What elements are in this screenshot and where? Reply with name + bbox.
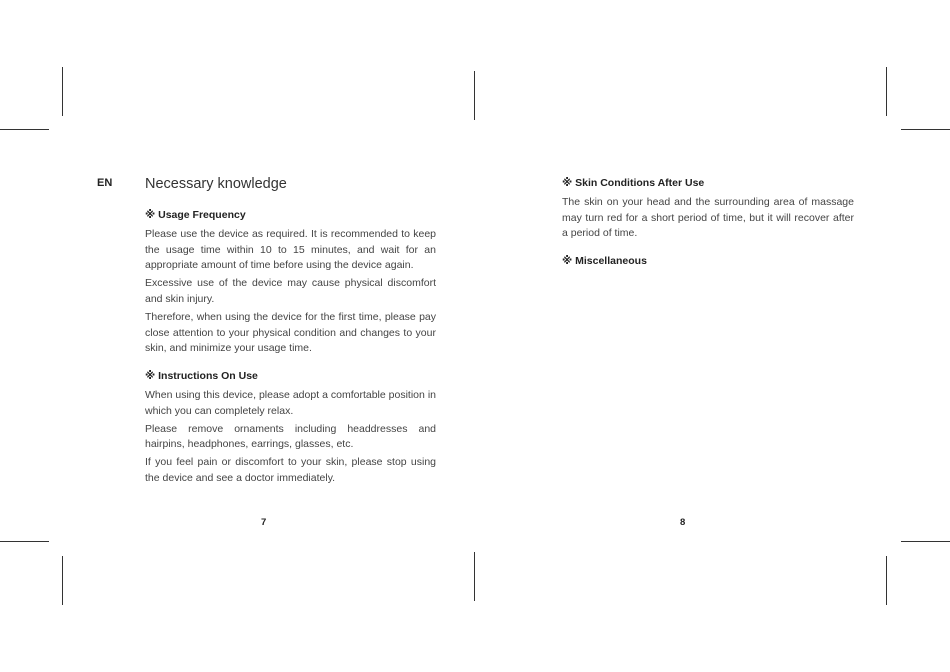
crop-mark	[62, 67, 63, 116]
crop-mark	[0, 129, 49, 130]
left-page-content	[145, 208, 436, 499]
page-number: 7	[261, 517, 267, 528]
language-label: EN	[97, 177, 113, 189]
crop-mark	[0, 541, 49, 542]
crop-mark	[886, 556, 887, 605]
paragraph: Excessive use of the device may cause physical discomfort and skin injury.	[145, 277, 436, 305]
paragraph: When using this device, please adopt a comfortable position in which you can completely relax.	[145, 388, 436, 417]
crop-mark	[901, 541, 950, 542]
crop-mark	[474, 71, 475, 120]
paragraph: The skin on your head and the surrounding area of massage may turn red for a short period of time, but it will recover after a period of time.	[562, 195, 854, 240]
crop-mark	[886, 67, 887, 116]
crop-mark	[901, 129, 950, 130]
miscellaneous-section	[562, 254, 854, 270]
crop-mark	[474, 552, 475, 601]
instructions-section	[145, 369, 436, 487]
section-heading: ※ Miscellaneous	[562, 255, 647, 268]
section-heading: ※ Instructions On Use	[145, 370, 258, 383]
page-title: Necessary knowledge	[145, 176, 287, 192]
paragraph: If you feel pain or discomfort to your skin, please stop using the device and see a doctor immediately.	[145, 456, 436, 484]
right-page-content	[562, 176, 854, 282]
usage-frequency-section	[145, 208, 436, 357]
paragraph: Please remove ornaments including headdresses and hairpins, headphones, earrings, glasses, etc.	[145, 422, 436, 451]
crop-mark	[62, 556, 63, 605]
page-number: 8	[680, 517, 686, 528]
section-heading: ※ Usage Frequency	[145, 209, 246, 221]
paragraph: Therefore, when using the device for the first time, please pay close attention to your physical condition and changes to your skin, and minimize your usage time.	[145, 310, 436, 355]
section-heading: ※ Skin Conditions After Use	[562, 177, 705, 189]
paragraph: Please use the device as required. It is recommended to keep the usage time within 10 to 15 minutes, and wait for an appropriate amount of time before using the device again.	[145, 227, 436, 272]
skin-conditions-section	[562, 176, 854, 242]
